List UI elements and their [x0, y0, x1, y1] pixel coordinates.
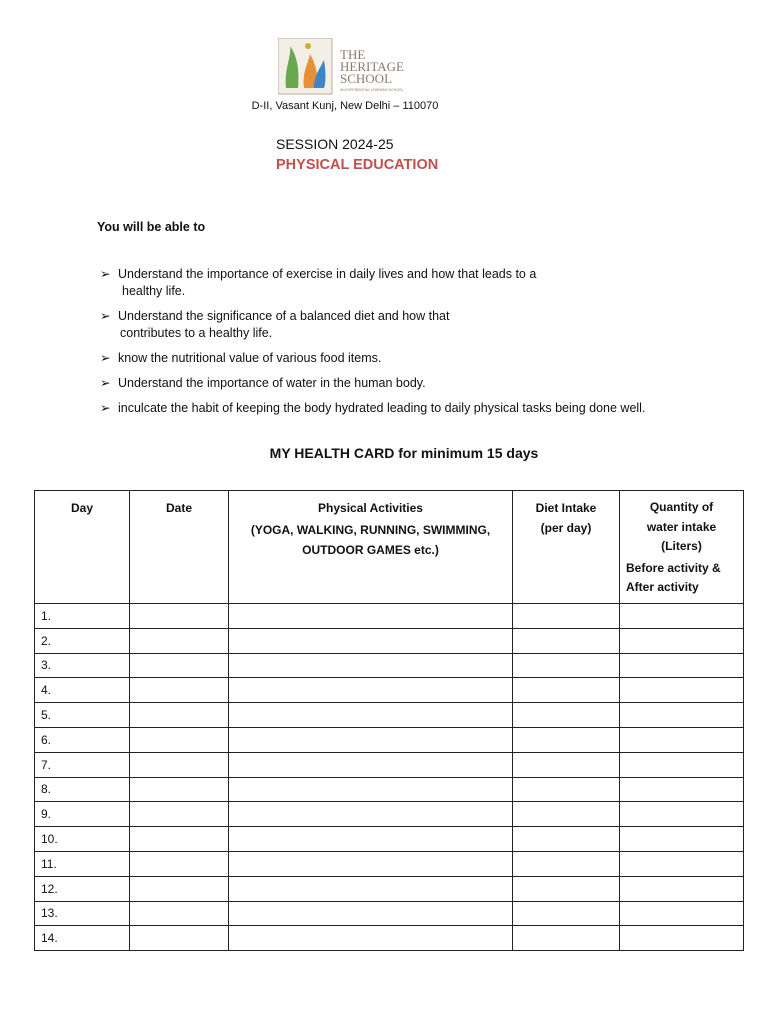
- table-row: [35, 604, 744, 629]
- day-cell: 6.: [35, 727, 130, 752]
- date-cell[interactable]: [130, 851, 229, 876]
- arrow-bullet-icon: ➢: [100, 401, 111, 415]
- date-cell[interactable]: [130, 727, 229, 752]
- table-row: [35, 727, 744, 752]
- intro-heading: You will be able to: [97, 220, 206, 234]
- subject-title: PHYSICAL EDUCATION: [276, 157, 439, 173]
- objectives-list: [100, 266, 740, 425]
- date-cell[interactable]: [130, 678, 229, 703]
- table-header-row: [35, 491, 744, 604]
- day-cell: 11.: [35, 851, 130, 876]
- logo-line-1: THE: [340, 47, 366, 62]
- objective-text-cont: contributes to a healthy life.: [120, 326, 273, 340]
- day-cell: 4.: [35, 678, 130, 703]
- water-cell[interactable]: [620, 876, 744, 901]
- day-cell: 1.: [35, 604, 130, 629]
- table-row: [35, 752, 744, 777]
- date-cell[interactable]: [130, 901, 229, 926]
- diet-cell[interactable]: [513, 827, 620, 852]
- water-cell[interactable]: [620, 628, 744, 653]
- day-cell: 3.: [35, 653, 130, 678]
- logo-tagline: AN EXPERIENTIAL LEARNING SCHOOL: [340, 88, 404, 92]
- date-cell[interactable]: [130, 703, 229, 728]
- activities-note: (YOGA, WALKING, RUNNING, SWIMMING, OUTDOOR GAMES etc.): [250, 523, 491, 557]
- day-cell: 10.: [35, 827, 130, 852]
- diet-cell[interactable]: [513, 777, 620, 802]
- school-logo: [278, 38, 428, 98]
- objective-text: Understand the importance of exercise in daily lives and how that leads to a: [118, 267, 537, 281]
- diet-cell[interactable]: [513, 926, 620, 951]
- water-note: Before activity & After activity: [626, 560, 721, 594]
- arrow-bullet-icon: ➢: [100, 309, 111, 323]
- date-cell[interactable]: [130, 926, 229, 951]
- arrow-bullet-icon: ➢: [100, 351, 111, 365]
- diet-cell[interactable]: [513, 727, 620, 752]
- diet-cell[interactable]: [513, 653, 620, 678]
- column-header-activities: [229, 491, 513, 604]
- water-cell[interactable]: [620, 703, 744, 728]
- objective-item: [100, 375, 740, 392]
- objective-item: [100, 308, 740, 342]
- health-card-table: [34, 490, 744, 951]
- table-row: [35, 777, 744, 802]
- diet-cell[interactable]: [513, 802, 620, 827]
- table-row: [35, 703, 744, 728]
- objective-text: Understand the significance of a balanced diet and how that: [118, 309, 450, 323]
- date-cell[interactable]: [130, 752, 229, 777]
- diet-cell[interactable]: [513, 678, 620, 703]
- water-cell[interactable]: [620, 604, 744, 629]
- column-header-date: Date: [130, 491, 229, 604]
- objective-text: know the nutritional value of various food items.: [118, 351, 382, 365]
- objective-item: [100, 266, 740, 300]
- school-address: D-II, Vasant Kunj, New Delhi – 110070: [251, 100, 439, 112]
- objective-item: [100, 350, 740, 367]
- activities-cell[interactable]: [229, 827, 513, 852]
- activities-cell[interactable]: [229, 604, 513, 629]
- water-cell[interactable]: [620, 727, 744, 752]
- objective-text-cont: healthy life.: [122, 284, 186, 298]
- water-cell[interactable]: [620, 678, 744, 703]
- diet-cell[interactable]: [513, 901, 620, 926]
- day-cell: 13.: [35, 901, 130, 926]
- table-row: [35, 678, 744, 703]
- activities-cell[interactable]: [229, 703, 513, 728]
- activities-label: Physical Activities: [318, 501, 423, 515]
- day-cell: 2.: [35, 628, 130, 653]
- table-row: [35, 827, 744, 852]
- water-label: Quantity of water intake (Liters): [646, 500, 717, 553]
- date-cell[interactable]: [130, 604, 229, 629]
- table-row: [35, 628, 744, 653]
- session-title: SESSION 2024-25: [276, 136, 394, 152]
- date-cell[interactable]: [130, 653, 229, 678]
- water-cell[interactable]: [620, 777, 744, 802]
- health-card-title: MY HEALTH CARD for minimum 15 days: [269, 445, 539, 461]
- objective-text: inculcate the habit of keeping the body hydrated leading to daily physical tasks being done well.: [118, 401, 646, 415]
- arrow-bullet-icon: ➢: [100, 267, 111, 281]
- diet-cell[interactable]: [513, 628, 620, 653]
- column-header-diet: [513, 491, 620, 604]
- objective-item: [100, 400, 740, 417]
- date-cell[interactable]: [130, 777, 229, 802]
- day-cell: 14.: [35, 926, 130, 951]
- table-row: [35, 926, 744, 951]
- water-cell[interactable]: [620, 802, 744, 827]
- table-row: [35, 851, 744, 876]
- activities-cell[interactable]: [229, 876, 513, 901]
- date-cell[interactable]: [130, 876, 229, 901]
- water-cell[interactable]: [620, 653, 744, 678]
- water-cell[interactable]: [620, 827, 744, 852]
- date-cell[interactable]: [130, 827, 229, 852]
- table-row: [35, 653, 744, 678]
- water-cell[interactable]: [620, 901, 744, 926]
- day-cell: 7.: [35, 752, 130, 777]
- date-cell[interactable]: [130, 802, 229, 827]
- column-header-day: Day: [35, 491, 130, 604]
- activities-cell[interactable]: [229, 678, 513, 703]
- table-row: [35, 802, 744, 827]
- activities-cell[interactable]: [229, 727, 513, 752]
- objective-text: Understand the importance of water in the human body.: [118, 376, 426, 390]
- date-cell[interactable]: [130, 628, 229, 653]
- diet-cell[interactable]: [513, 876, 620, 901]
- activities-cell[interactable]: [229, 653, 513, 678]
- water-cell[interactable]: [620, 926, 744, 951]
- activities-cell[interactable]: [229, 851, 513, 876]
- diet-cell[interactable]: [513, 604, 620, 629]
- diet-cell[interactable]: [513, 752, 620, 777]
- activities-cell[interactable]: [229, 628, 513, 653]
- column-header-water: [620, 491, 744, 604]
- arrow-bullet-icon: ➢: [100, 376, 111, 390]
- logo-line-2: HERITAGE: [340, 59, 404, 74]
- day-cell: 12.: [35, 876, 130, 901]
- diet-cell[interactable]: [513, 703, 620, 728]
- activities-cell[interactable]: [229, 777, 513, 802]
- table-row: [35, 901, 744, 926]
- activities-cell[interactable]: [229, 901, 513, 926]
- day-cell: 9.: [35, 802, 130, 827]
- water-cell[interactable]: [620, 851, 744, 876]
- activities-cell[interactable]: [229, 752, 513, 777]
- activities-cell[interactable]: [229, 802, 513, 827]
- water-cell[interactable]: [620, 752, 744, 777]
- table-row: [35, 876, 744, 901]
- logo-line-3: SCHOOL: [340, 71, 393, 86]
- diet-cell[interactable]: [513, 851, 620, 876]
- diet-label: Diet Intake (per day): [535, 501, 597, 535]
- activities-cell[interactable]: [229, 926, 513, 951]
- day-cell: 5.: [35, 703, 130, 728]
- day-cell: 8.: [35, 777, 130, 802]
